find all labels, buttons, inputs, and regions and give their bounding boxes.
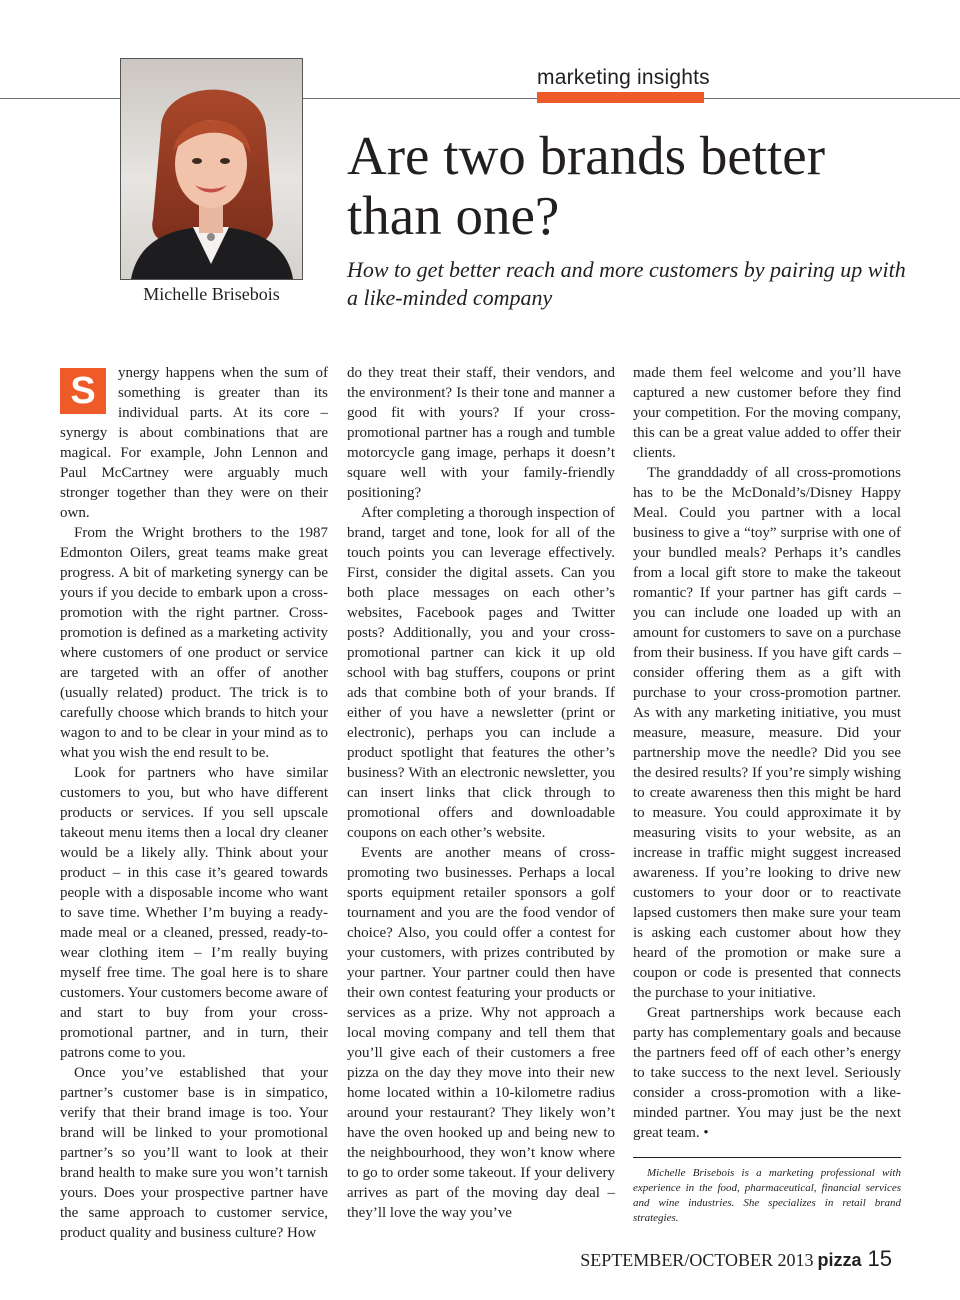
issue-date: SEPTEMBER/OCTOBER 2013 (580, 1250, 814, 1270)
section-label: marketing insights (537, 66, 710, 89)
paragraph: After completing a thorough inspection of brand, target and tone, look for all of the touch points you can leverage effectively. First, consider the digital assets. Can you both place messages on each other’s websites, Facebook pages and Twitter posts? Additionally, you and your cross-promotional partner can kick it up old school with bag stuffers, coupons or print ads that combine both of your brands. If either of you have a newsletter (print or electronic), perhaps you can include a product spotlight that features the other’s business? With an electronic newsletter, you can insert links that click through to promotional offers and downloadable coupons on each other’s website. (347, 505, 615, 841)
paragraph-text: ynergy happens when the sum of something is greater than its individual parts. At its core – synergy is about combinations that are magical. For example, John Lennon and Paul McCartney were arguably much stronger together than they were on their own. (60, 365, 328, 521)
author-photo-caption: Michelle Brisebois (143, 284, 280, 304)
magazine-name: pizza (817, 1250, 862, 1270)
paragraph: Look for partners who have similar customers to you, but who have different products or services. If you sell upscale takeout menu items then a local dry cleaner would be a likely ally. Think about your product – in this case it’s geared towards people with a disposable income who want to save time. Whether I’m buying a ready-made meal or a cleaned, pressed, ready-to-wear clothing item – I’m really buying myself free time. The goal here is to share customers. Your customers become aware of and start to buy from your cross-promotional partner, and in turn, their patrons come to you. (60, 765, 328, 1061)
author-portrait-image (121, 59, 302, 279)
paragraph: Once you’ve established that your partner’s customer base is in simpatico, verify that their brand image is too. Your brand will be linked to your promotional partner’s so you’ll want to look at their brand health to make sure you won’t tarnish yours. Does your prospective partner have the same approach to customer service, product quality and business culture? How (60, 1065, 328, 1241)
page-number: 15 (867, 1246, 892, 1271)
bio-divider (633, 1157, 901, 1158)
paragraph: Events are another means of cross-promoting two businesses. Perhaps a local sports equipment retailer sponsors a golf tournament and you are the food vendor of choice? Also, you could offer a contest for your customers, with prizes contributed by your partner. Your partner could then have their own contest featuring your products or services as a prize. Why not approach a local moving company and tell them that you’ll give each of their customers a free pizza on the day they move into their new home located within a 10-kilometre radius around your restaurant? They likely won’t have the oven hooked up and being new to the neighbourhood, they won’t know where to go to order some takeout. If your delivery arrives as part of the moving day deal – they’ll love the way you’ve (347, 845, 615, 1221)
article-title: Are two brands better than one? (347, 125, 826, 246)
paragraph: The granddaddy of all cross-promotions has to be the McDonald’s/Disney Happy Meal. Could you partner with a local business to give a “toy” surprise with one of your bundled meals? Perhaps it’s candles from a local gift store to make the takeout romantic? If your partner has gift cards – you can include one loaded up with an amount for customers to save on a purchase from their business. If you have gift cards – consider offering them as a gift with purchase to your cross-promotion partner. As with any marketing initiative, you must measure, measure, measure. Did your partnership move the needle? Did you see the desired results? If you’re simply wishing to create awareness then this might be hard to measure. You could approximate it by measuring visits to your website, as an increase in traffic might suggest increased awareness. If you’re looking to drive new customers to your door or to reactivate lapsed customers then make sure your team is asking each customer about how they heard of the promotion or make sure a coupon or code is presented that connects the purchase to your initiative. (633, 465, 901, 1001)
article-column-3 (633, 363, 901, 1226)
author-bio: Michelle Brisebois is a marketing professional with experience in the food, pharmaceutical, financial services and wine industries. She specializes in retail brand strategies. (633, 1167, 901, 1224)
paragraph: made them feel welcome and you’ll have captured a new customer before they find your competition. For the moving company, this can be a great value added to offer their clients. (633, 365, 901, 461)
section-accent-bar (537, 92, 704, 103)
paragraph: do they treat their staff, their vendors, and the environment? Is their tone and manner a good fit with yours? If your cross-promotional partner has a rough and tumble motorcycle gang image, perhaps it doesn’t square well with your family-friendly positioning? (347, 365, 615, 501)
author-photo (120, 58, 303, 280)
paragraph (60, 363, 328, 523)
drop-cap: S (60, 368, 106, 414)
paragraph: Great partnerships work because each party has complementary goals and because the partners feed off of each other’s energy to take success to the next level. Seriously consider a cross-promotion with a like-minded partner. You may just be the next great team. • (633, 1005, 901, 1141)
paragraph: From the Wright brothers to the 1987 Edmonton Oilers, great teams make great progress. A bit of marketing synergy can be yours if you decide to embark upon a cross-promotion with the right partner. Cross-promotion is defined as a marketing activity where customers of one product or service are targeted with an offer of another (usually related) product. The trick is to carefully choose which brands to hitch your wagon to and to be clear in your mind as to what you wish the end result to be. (60, 525, 328, 761)
page-footer (580, 1246, 892, 1272)
article-column-1 (60, 363, 328, 1243)
article-column-2 (347, 363, 615, 1223)
article-deck: How to get better reach and more customers by pairing up with a like-minded company (347, 257, 906, 310)
